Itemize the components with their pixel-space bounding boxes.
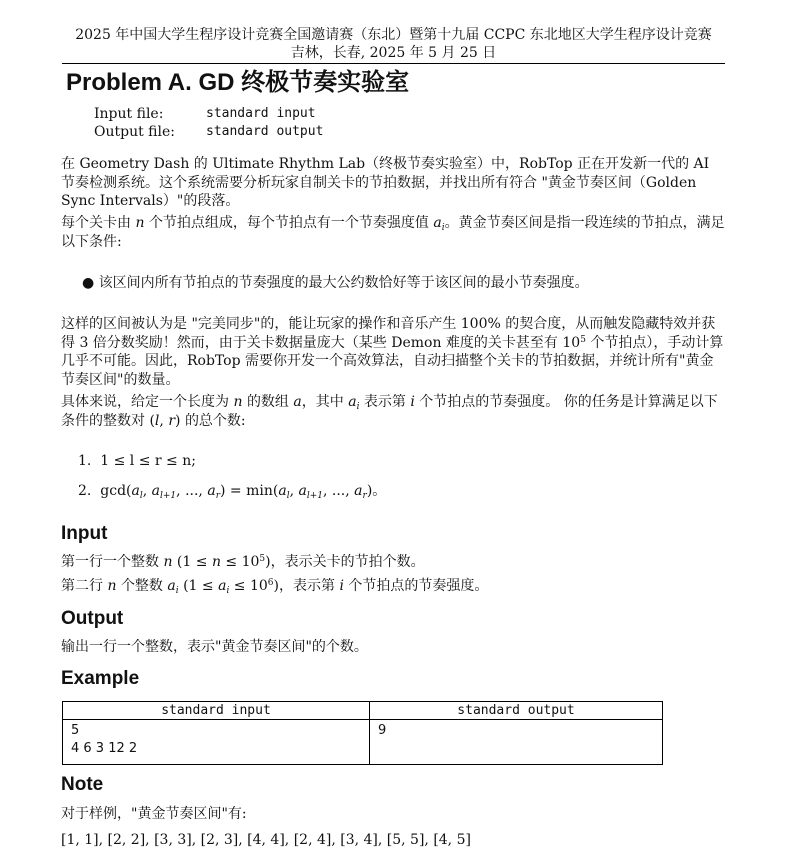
input-section-title: Input [61, 523, 108, 544]
header-rule [62, 63, 725, 64]
input-line-2: 第二行 n 个整数 $a_i$ $(1 \le a_i \le 10^6)$，表示第 i 个节拍点的节奏强度。 [61, 578, 489, 596]
example-table [62, 701, 663, 765]
condition-2: 2. $\gcd(a_l$, $a_{l+1}$, ..., $a_r) = \min(a_l$, $a_{l+1}$, ..., $a_r$)。 [78, 483, 387, 501]
contest-header: 2025 年中国大学生程序设计竞赛全国邀请赛（东北）暨第十九届 CCPC 东北地区大学生程序设计竞赛 [75, 27, 712, 43]
example-output-cell [370, 720, 663, 765]
statement-paragraph-1: 在 Geometry Dash 的 Ultimate Rhythm Lab（终极节奏实验室）中，RobTop 正在开发新一代的 AI 节奏检测系统。这个系统需要分析玩家自制关卡的节拍数据，并找出所有符合 "黄金节奏区间（Golden Sync Intervals）"的段落。 [61, 156, 710, 209]
statement-paragraph-4: 具体来说，给定一个长度为 n 的数组 a，其中 $a_i$ 表示第 i 个节拍点的节奏强度。 你的任务是计算满足以下条件的整数对 (l, r) 的总个数: [61, 394, 718, 429]
input-line-1: 第一行一个整数 n $(1 \le n \le 10^5)$，表示关卡的节拍个数。 [61, 554, 425, 570]
contest-location-date: 吉林，长春, 2025 年 5 月 25 日 [290, 45, 497, 61]
condition-1-formula: 1 ≤ l ≤ r ≤ n; [100, 453, 196, 469]
output-section-title: Output [61, 608, 124, 629]
example-input-line-2: 4 6 3 12 2 [71, 741, 138, 756]
output-file-value: standard output [206, 124, 324, 139]
note-interval-list: [1, 1], [2, 2], [3, 3], [2, 3], [4, 4], [2, 4], [3, 4], [5, 5], [4, 5] [61, 832, 471, 848]
statement-paragraph-2: 每个关卡由 n 个节拍点组成，每个节拍点有一个节奏强度值 $a_i$。黄金节奏区间是指一段连续的节拍点，满足以下条件: [61, 215, 725, 250]
example-input-line-1: 5 [71, 723, 80, 738]
example-output-line-1: 9 [378, 723, 387, 738]
example-section-title: Example [61, 668, 140, 689]
example-input-cell [63, 720, 370, 765]
condition-bullet: ● 该区间内所有节拍点的节奏强度的最大公约数恰好等于该区间的最小节奏强度。 [82, 275, 589, 291]
input-file-value: standard input [206, 106, 316, 121]
problem-title: Problem A. GD 终极节奏实验室 [66, 69, 410, 96]
bullet-dot: ● [82, 275, 95, 291]
example-input-header: standard input [63, 702, 370, 720]
note-section-title: Note [61, 774, 104, 795]
note-text: 对于样例，"黄金节奏区间"有: [61, 806, 247, 822]
example-output-header: standard output [370, 702, 663, 720]
condition-1: 1. 1 ≤ l ≤ r ≤ n; [78, 453, 196, 469]
statement-paragraph-3: 这样的区间被认为是 "完美同步"的，能让玩家的操作和音乐产生 100% 的契合度，从而触发隐藏特效并获得 3 倍分数奖励！然而，由于关卡数据量庞大（某些 Demon 难度的关卡甚至有 $10^5$ 个节拍点），手动计算几乎不可能。因此，RobTop 需要你开发一个高效算法，自动扫描整个关卡的节拍数据，并统计所有"黄金节奏区间"的数量。 [61, 316, 724, 388]
output-file-label: Output file: [94, 124, 175, 140]
output-description: 输出一行一个整数，表示"黄金节奏区间"的个数。 [61, 639, 368, 655]
input-file-label: Input file: [94, 106, 164, 122]
